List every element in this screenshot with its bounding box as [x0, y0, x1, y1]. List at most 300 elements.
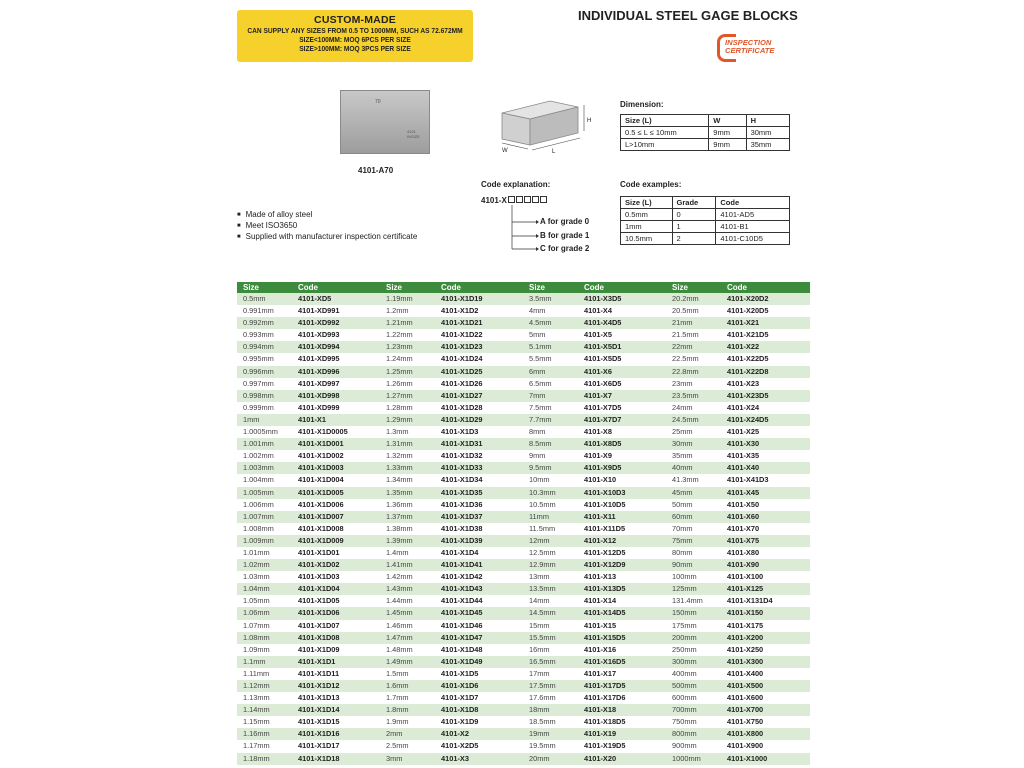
code-cell: 4101-X3D5 — [584, 294, 622, 303]
table-row — [237, 438, 381, 450]
code-cell: 4101-X1D5 — [441, 668, 479, 678]
size-cell: 35mm — [672, 451, 693, 461]
code-cell: 4101-X35 — [727, 451, 760, 461]
table-row — [523, 341, 667, 353]
table-row — [523, 426, 667, 438]
table-row — [380, 583, 524, 595]
code-cell: 4101-X1D9 — [441, 717, 479, 727]
size-cell: 2mm — [386, 729, 403, 739]
code-cell: 4101-X1D38 — [441, 523, 483, 533]
size-cell: 17.6mm — [529, 693, 556, 703]
code-cell: 4101-X8D5 — [584, 439, 622, 449]
table-cell: 30mm — [746, 127, 789, 139]
code-cell: 4101-X12D9 — [584, 560, 626, 570]
table-row — [666, 680, 810, 692]
code-cell: 4101-X21D5 — [727, 330, 769, 340]
size-cell: 60mm — [672, 511, 693, 521]
size-cell: 15.5mm — [529, 632, 556, 642]
code-cell: 4101-X1D008 — [298, 523, 344, 533]
size-cell: 1.3mm — [386, 427, 409, 437]
table-row — [666, 571, 810, 583]
code-cell: 4101-X2 — [441, 729, 469, 739]
size-header: Size — [243, 283, 260, 292]
size-cell: 1.28mm — [386, 402, 413, 412]
code-cell: 4101-X14D5 — [584, 608, 626, 618]
size-cell: 0.991mm — [243, 306, 274, 316]
table-row — [666, 305, 810, 317]
size-cell: 1.07mm — [243, 620, 270, 630]
code-cell: 4101-X20 — [584, 753, 617, 763]
size-cell: 1.003mm — [243, 463, 274, 473]
table-cell: 4101-C10D5 — [716, 233, 790, 245]
code-cell: 4101-X5 — [584, 330, 612, 340]
size-cell: 1mm — [243, 414, 260, 424]
table-cell: 9mm — [709, 127, 746, 139]
code-cell: 4101-X70 — [727, 523, 760, 533]
table-row — [523, 583, 667, 595]
table-row — [380, 692, 524, 704]
code-cell: 4101-X10 — [584, 475, 617, 485]
table-row — [523, 716, 667, 728]
table-row — [666, 692, 810, 704]
table-row — [666, 547, 810, 559]
code-cell: 4101-X1D8 — [441, 705, 479, 715]
table-row — [523, 547, 667, 559]
size-cell: 1.49mm — [386, 656, 413, 666]
size-cell: 1.8mm — [386, 705, 409, 715]
table-row — [380, 438, 524, 450]
table-row — [523, 499, 667, 511]
table-row — [380, 523, 524, 535]
table-row — [666, 753, 810, 765]
code-cell: 4101-X1D45 — [441, 608, 483, 618]
table-cell: 0 — [672, 209, 716, 221]
code-cell: 4101-X90 — [727, 560, 760, 570]
code-cell: 4101-X1D25 — [441, 366, 483, 376]
size-cell: 1.46mm — [386, 620, 413, 630]
size-cell: 0.992mm — [243, 318, 274, 328]
table-row — [666, 607, 810, 619]
code-cell: 4101-X800 — [727, 729, 764, 739]
table-row — [380, 426, 524, 438]
table-row — [380, 632, 524, 644]
table-row — [237, 607, 381, 619]
code-cell: 4101-X1D09 — [298, 644, 340, 654]
code-cell: 4101-X1D6 — [441, 681, 479, 690]
table-row — [237, 317, 381, 329]
table-row — [666, 353, 810, 365]
size-cell: 6.5mm — [529, 378, 552, 388]
table-row — [237, 644, 381, 656]
size-cell: 175mm — [672, 620, 697, 630]
code-cell: 4101-X1D4 — [441, 547, 479, 557]
code-cell: 4101-X1D41 — [441, 560, 483, 570]
table-row — [523, 620, 667, 632]
code-cell: 4101-X6D5 — [584, 378, 622, 388]
size-cell: 17.5mm — [529, 681, 556, 690]
size-cell: 1.006mm — [243, 499, 274, 509]
code-explanation-title: Code explanation: — [481, 180, 551, 189]
code-cell: 4101-X1D37 — [441, 511, 483, 521]
code-cell: 4101-X23 — [727, 378, 760, 388]
code-cell: 4101-X1D7 — [441, 693, 479, 703]
table-row — [523, 740, 667, 752]
size-cell: 1.25mm — [386, 366, 413, 376]
code-cell: 4101-X10D3 — [584, 487, 626, 497]
size-cell: 1.27mm — [386, 390, 413, 400]
table-row — [380, 571, 524, 583]
size-cell: 1.26mm — [386, 378, 413, 388]
size-cell: 1.18mm — [243, 753, 270, 763]
table-row — [523, 329, 667, 341]
dimension-diagram — [490, 95, 595, 155]
table-row — [666, 450, 810, 462]
table-row — [523, 366, 667, 378]
grade-option: B for grade 1 — [540, 231, 590, 240]
table-row — [666, 366, 810, 378]
code-cell: 4101-X1000 — [727, 753, 768, 763]
size-cell: 0.995mm — [243, 354, 274, 364]
size-cell: 1000mm — [672, 753, 701, 763]
table-row — [666, 474, 810, 486]
table-row — [380, 644, 524, 656]
banner-line: CAN SUPPLY ANY SIZES FROM 0.5 TO 1000MM, SUCH AS 72.672MM — [247, 26, 463, 35]
table-row — [380, 390, 524, 402]
table-row — [237, 728, 381, 740]
code-cell: 4101-X14 — [584, 596, 617, 606]
size-cell: 1.17mm — [243, 741, 270, 751]
size-cell: 1.008mm — [243, 523, 274, 533]
code-cell: 4101-X700 — [727, 705, 764, 715]
code-cell: 4101-XD996 — [298, 366, 340, 376]
code-cell: 4101-X7D7 — [584, 414, 622, 424]
table-row — [237, 366, 381, 378]
table-row — [523, 293, 667, 305]
table-row — [237, 305, 381, 317]
table-row — [666, 378, 810, 390]
size-code-column — [237, 282, 381, 765]
code-cell: 4101-X1D003 — [298, 463, 344, 473]
code-cell: 4101-X4D5 — [584, 318, 622, 328]
table-row — [237, 692, 381, 704]
size-cell: 0.993mm — [243, 330, 274, 340]
size-cell: 1.48mm — [386, 644, 413, 654]
table-cell: 35mm — [746, 139, 789, 151]
table-row — [666, 716, 810, 728]
code-cell: 4101-X22D5 — [727, 354, 769, 364]
code-cell: 4101-X1D24 — [441, 354, 483, 364]
table-row — [237, 753, 381, 765]
table-row — [523, 704, 667, 716]
size-cell: 23.5mm — [672, 390, 699, 400]
code-cell: 4101-X1D13 — [298, 693, 340, 703]
code-cell: 4101-X17 — [584, 668, 617, 678]
size-cell: 14.5mm — [529, 608, 556, 618]
size-cell: 1.14mm — [243, 705, 270, 715]
size-cell: 0.996mm — [243, 366, 274, 376]
code-cell: 4101-X1D19 — [441, 294, 483, 303]
code-bracket-lines — [500, 205, 540, 255]
code-cell: 4101-X900 — [727, 741, 764, 751]
size-cell: 300mm — [672, 656, 697, 666]
code-cell: 4101-X13 — [584, 572, 617, 582]
size-cell: 13mm — [529, 572, 550, 582]
code-cell: 4101-X300 — [727, 656, 764, 666]
diagram-h-label: H — [587, 118, 592, 124]
table-row — [237, 704, 381, 716]
size-cell: 150mm — [672, 608, 697, 618]
size-cell: 24mm — [672, 402, 693, 412]
size-cell: 0.998mm — [243, 390, 274, 400]
table-row — [666, 438, 810, 450]
table-row — [666, 740, 810, 752]
feature-item: ■ Meet ISO3650 — [237, 221, 417, 232]
size-cell: 1.007mm — [243, 511, 274, 521]
table-header: H — [746, 115, 789, 127]
cert-line: INSPECTION — [725, 38, 772, 47]
size-cell: 5.5mm — [529, 354, 552, 364]
size-cell: 1.31mm — [386, 439, 413, 449]
banner-line: SIZE>100MM: MOQ 3PCS PER SIZE — [299, 44, 411, 53]
size-cell: 125mm — [672, 584, 697, 594]
size-cell: 12mm — [529, 535, 550, 545]
table-row — [237, 583, 381, 595]
table-row — [523, 668, 667, 680]
code-cell: 4101-X1D17 — [298, 741, 340, 751]
size-cell: 25mm — [672, 427, 693, 437]
table-row — [380, 305, 524, 317]
size-cell: 40mm — [672, 463, 693, 473]
table-row — [237, 595, 381, 607]
size-cell: 1.04mm — [243, 584, 270, 594]
code-cell: 4101-X1D42 — [441, 572, 483, 582]
table-cell: 4101-B1 — [716, 221, 790, 233]
table-row — [523, 692, 667, 704]
table-row — [523, 632, 667, 644]
table-row — [380, 535, 524, 547]
code-cell: 4101-X75 — [727, 535, 760, 545]
table-row — [523, 753, 667, 765]
size-cell: 20.5mm — [672, 306, 699, 316]
diagram-w-label: W — [502, 148, 508, 154]
size-cell: 1.002mm — [243, 451, 274, 461]
size-cell: 50mm — [672, 499, 693, 509]
size-header: Size — [386, 283, 403, 292]
size-cell: 1.21mm — [386, 318, 413, 328]
banner-line: SIZE<100MM: MOQ 6PCS PER SIZE — [299, 35, 411, 44]
table-row — [380, 728, 524, 740]
table-row — [237, 341, 381, 353]
size-cell: 20.2mm — [672, 294, 699, 303]
table-header-row — [666, 282, 810, 293]
size-cell: 1.12mm — [243, 681, 270, 690]
size-cell: 1.38mm — [386, 523, 413, 533]
size-cell: 1.24mm — [386, 354, 413, 364]
table-row — [380, 499, 524, 511]
table-row — [237, 632, 381, 644]
table-row — [666, 620, 810, 632]
code-cell: 4101-X15 — [584, 620, 617, 630]
code-cell: 4101-X100 — [727, 572, 764, 582]
table-row — [666, 293, 810, 305]
table-row — [237, 450, 381, 462]
code-cell: 4101-X22 — [727, 342, 760, 352]
size-cell: 250mm — [672, 644, 697, 654]
table-row — [523, 462, 667, 474]
size-cell: 11.5mm — [529, 523, 556, 533]
code-cell: 4101-X1D35 — [441, 487, 483, 497]
table-row — [237, 353, 381, 365]
product-caption: 4101-A70 — [358, 166, 394, 175]
size-cell: 23mm — [672, 378, 693, 388]
code-cell: 4101-X1D32 — [441, 451, 483, 461]
size-cell: 1.9mm — [386, 717, 409, 727]
size-cell: 9mm — [529, 451, 546, 461]
table-row — [237, 523, 381, 535]
code-cell: 4101-X13D5 — [584, 584, 626, 594]
table-row — [237, 329, 381, 341]
table-row — [380, 704, 524, 716]
table-row — [380, 341, 524, 353]
table-row — [666, 656, 810, 668]
size-cell: 12.5mm — [529, 547, 556, 557]
code-cell: 4101-X41D3 — [727, 475, 769, 485]
table-row — [523, 305, 667, 317]
size-cell: 1.01mm — [243, 547, 270, 557]
size-cell: 1.29mm — [386, 414, 413, 424]
table-header: Code — [716, 197, 790, 209]
code-cell: 4101-X600 — [727, 693, 764, 703]
table-row — [237, 293, 381, 305]
block-mark: INSIZE — [407, 134, 420, 139]
size-cell: 131.4mm — [672, 596, 703, 606]
size-cell: 1.004mm — [243, 475, 274, 485]
size-cell: 17mm — [529, 668, 550, 678]
table-cell: 2 — [672, 233, 716, 245]
table-row — [237, 499, 381, 511]
grade-option: A for grade 0 — [540, 217, 590, 226]
table-row — [380, 402, 524, 414]
size-cell: 900mm — [672, 741, 697, 751]
dimension-table — [620, 114, 790, 151]
table-row — [237, 474, 381, 486]
size-cell: 4mm — [529, 306, 546, 316]
table-row — [666, 390, 810, 402]
size-cell: 1.03mm — [243, 572, 270, 582]
dimension-title: Dimension: — [620, 100, 664, 109]
size-cell: 30mm — [672, 439, 693, 449]
code-cell: 4101-X1D43 — [441, 584, 483, 594]
size-code-column — [666, 282, 810, 765]
size-cell: 1.1mm — [243, 656, 266, 666]
size-cell: 1.36mm — [386, 499, 413, 509]
table-row — [523, 571, 667, 583]
table-row — [666, 317, 810, 329]
code-cell: 4101-X1D14 — [298, 705, 340, 715]
code-cell: 4101-X17D5 — [584, 681, 626, 690]
size-cell: 1.41mm — [386, 560, 413, 570]
code-cell: 4101-X60 — [727, 511, 760, 521]
code-cell: 4101-X7D5 — [584, 402, 622, 412]
code-cell: 4101-X1D18 — [298, 753, 340, 763]
table-row — [380, 680, 524, 692]
size-header: Size — [672, 283, 689, 292]
table-row — [666, 535, 810, 547]
code-cell: 4101-X500 — [727, 681, 764, 690]
table-row — [380, 668, 524, 680]
code-cell: 4101-X1D02 — [298, 560, 340, 570]
size-cell: 1.32mm — [386, 451, 413, 461]
size-cell: 1.22mm — [386, 330, 413, 340]
size-cell: 1.16mm — [243, 729, 270, 739]
size-cell: 7.7mm — [529, 414, 552, 424]
code-cell: 4101-X1D26 — [441, 378, 483, 388]
code-cell: 4101-X1D47 — [441, 632, 483, 642]
size-cell: 1.33mm — [386, 463, 413, 473]
size-cell: 18mm — [529, 705, 550, 715]
size-cell: 1.43mm — [386, 584, 413, 594]
size-header: Size — [529, 283, 546, 292]
table-row — [666, 668, 810, 680]
table-cell: 9mm — [709, 139, 746, 151]
code-cell: 4101-X1D28 — [441, 402, 483, 412]
code-cell: 4101-X30 — [727, 439, 760, 449]
table-row — [523, 559, 667, 571]
table-row — [666, 499, 810, 511]
code-cell: 4101-X19D5 — [584, 741, 626, 751]
table-row — [523, 487, 667, 499]
code-cell: 4101-X24 — [727, 402, 760, 412]
table-row — [237, 402, 381, 414]
code-cell: 4101-X8 — [584, 427, 612, 437]
code-cell: 4101-X1D33 — [441, 463, 483, 473]
code-cell: 4101-X11D5 — [584, 523, 626, 533]
diagram-l-label: L — [552, 149, 556, 155]
code-cell: 4101-X1D46 — [441, 620, 483, 630]
code-cell: 4101-X23D5 — [727, 390, 769, 400]
table-row — [523, 607, 667, 619]
size-cell: 200mm — [672, 632, 697, 642]
table-cell: 1mm — [621, 221, 673, 233]
code-header: Code — [441, 283, 461, 292]
table-row — [237, 487, 381, 499]
size-cell: 8mm — [529, 427, 546, 437]
code-cell: 4101-X4 — [584, 306, 612, 316]
code-cell: 4101-X9D5 — [584, 463, 622, 473]
table-row — [380, 450, 524, 462]
table-row — [380, 716, 524, 728]
code-cell: 4101-X250 — [727, 644, 764, 654]
code-cell: 4101-XD998 — [298, 390, 340, 400]
size-cell: 1.2mm — [386, 306, 409, 316]
code-cell: 4101-X1D39 — [441, 535, 483, 545]
code-cell: 4101-X1D21 — [441, 318, 483, 328]
size-cell: 800mm — [672, 729, 697, 739]
feature-item: ■ Made of alloy steel — [237, 210, 417, 221]
size-cell: 1.39mm — [386, 535, 413, 545]
table-row — [380, 317, 524, 329]
code-cell: 4101-X1D3 — [441, 427, 479, 437]
code-cell: 4101-X16 — [584, 644, 617, 654]
size-cell: 1.009mm — [243, 535, 274, 545]
size-cell: 1.02mm — [243, 560, 270, 570]
table-row — [523, 474, 667, 486]
table-row — [666, 523, 810, 535]
size-cell: 16.5mm — [529, 656, 556, 666]
code-cell: 4101-X125 — [727, 584, 764, 594]
code-cell: 4101-X1D22 — [441, 330, 483, 340]
table-header-row — [237, 282, 381, 293]
